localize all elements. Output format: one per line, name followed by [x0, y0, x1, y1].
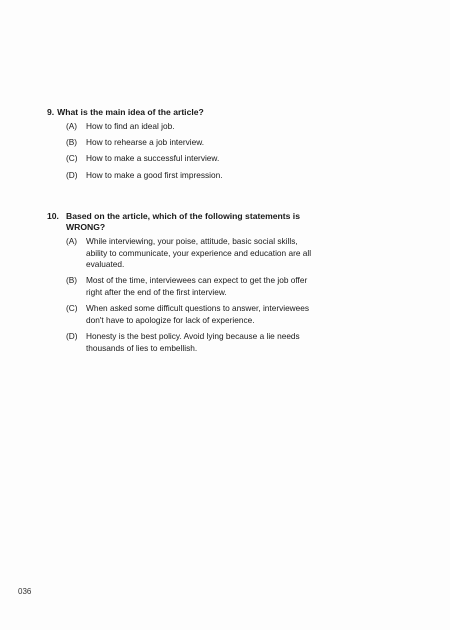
question-number: 10.	[47, 211, 59, 221]
option-text: Most of the time, interviewees can expect to get the job offer right after the end of the first interview.	[86, 275, 308, 297]
option-letter: (D)	[66, 169, 78, 180]
option-letter: (C)	[66, 153, 78, 164]
option-text: Honesty is the best policy. Avoid lying because a lie needs thousands of lies to embellish.	[86, 330, 300, 353]
answer-options	[47, 121, 317, 181]
option-text: While interviewing, your poise, attitude, basic social skills, ability to communicate, your experience and education are all evaluated.	[86, 236, 312, 270]
option-text: How to make a good first impression.	[86, 169, 223, 180]
option-letter: (B)	[66, 275, 78, 286]
option-letter: (A)	[66, 121, 78, 131]
option-text: When asked some difficult questions to answer, interviewees don't have to apologize for lack of experience.	[86, 303, 310, 325]
answer-option-b	[66, 137, 317, 149]
option-text: How to find an ideal job.	[86, 121, 175, 131]
question-9	[47, 107, 317, 186]
option-letter: (D)	[66, 330, 78, 341]
answer-option-d	[66, 331, 317, 354]
answer-option-d	[66, 170, 317, 182]
answer-options	[47, 236, 317, 354]
answer-option-c	[66, 303, 317, 326]
answer-option-a	[66, 121, 317, 133]
question-10	[47, 211, 317, 359]
question-text: Based on the article, which of the following statements is WRONG?	[66, 211, 300, 232]
answer-option-a	[66, 236, 317, 271]
question-stem	[47, 107, 317, 118]
answer-option-b	[66, 275, 317, 298]
option-text: How to make a successful interview.	[86, 153, 220, 164]
page-number: 036	[18, 587, 32, 596]
option-text: How to rehearse a job interview.	[86, 137, 205, 148]
question-stem	[47, 211, 317, 233]
question-text: What is the main idea of the article?	[57, 107, 204, 117]
option-letter: (C)	[66, 303, 78, 314]
option-letter: (A)	[66, 236, 78, 246]
question-number: 9.	[47, 107, 55, 117]
answer-option-c	[66, 153, 317, 165]
option-letter: (B)	[66, 137, 78, 148]
